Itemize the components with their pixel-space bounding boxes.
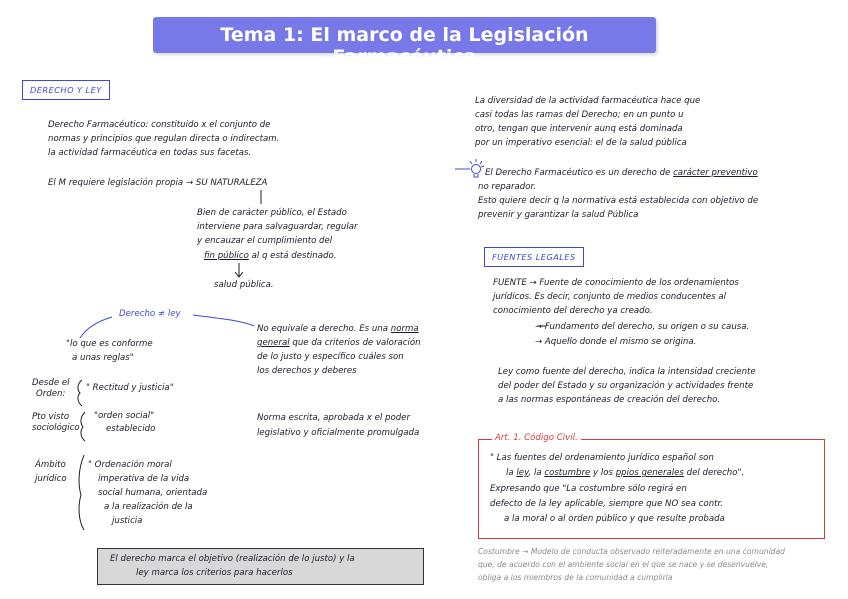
preventivo-line-4: prevenir y garantizar la salud Pública bbox=[478, 210, 639, 220]
preventivo-line-3: Esto quiere decir q la normativa está establecida con objetivo de bbox=[478, 196, 759, 206]
general-word: general bbox=[257, 338, 290, 348]
desde-orden-2: Orden: bbox=[36, 389, 66, 399]
blue-branch-right bbox=[193, 315, 254, 326]
norma-escrita-2: legislativo y oficialmente promulgada bbox=[257, 428, 420, 438]
req-line bbox=[48, 176, 267, 190]
ordenacion-3: social humana, orientada bbox=[98, 488, 208, 498]
art-line-2 bbox=[506, 466, 744, 480]
art-ppios: ppios generales bbox=[615, 468, 684, 478]
preventivo-pre: El Derecho Farmacéutico es un derecho de bbox=[485, 168, 671, 178]
art-line-5: a la moral o al orden público y que resulte probada bbox=[504, 514, 725, 524]
summary-line-1: El derecho marca el objetivo (realización de lo justo) y la bbox=[110, 554, 355, 564]
summary-line-2: ley marca los criterios para hacerlos bbox=[136, 568, 293, 578]
nat-line-4 bbox=[204, 249, 336, 263]
brace-desde bbox=[78, 380, 82, 406]
costumbre-line-1: Costumbre → Modelo de conducta observado reiteradamente en una comunidad bbox=[478, 547, 785, 556]
section-label-derecho-ley: DERECHO Y LEY bbox=[22, 80, 110, 100]
page-title: Tema 1: El marco de la Legislación Farmacéutica bbox=[220, 24, 589, 68]
orden-social-1: "orden social" bbox=[94, 411, 155, 421]
preventivo-line-2: no reparador. bbox=[478, 182, 536, 192]
costumbre-line-3: obliga a los miembros de la comunidad a cumplirla bbox=[478, 573, 673, 582]
norma-word: norma bbox=[390, 324, 419, 334]
art-costumbre: costumbre bbox=[544, 468, 591, 478]
fin-rest: al q está destinado. bbox=[251, 251, 337, 261]
ley-line-2: del poder del Estado y su organización y actividades frente bbox=[498, 381, 754, 391]
fuente-line-3: conocimiento del derecho ya creado. bbox=[493, 306, 653, 316]
intro-line-3: otro, tengan que intervenir aunq está dominada bbox=[475, 124, 683, 134]
nat-line-2: interviene para salvaguardar, regular bbox=[197, 222, 358, 232]
conforme-line-1: "lo que es conforme bbox=[66, 339, 153, 349]
intro-line-4: por un imperativo esencial: el de la salud pública bbox=[475, 138, 687, 148]
norma-escrita-1: Norma escrita, aprobada x el poder bbox=[257, 413, 410, 423]
art-line-4: defecto de la ley aplicable, siempre que NO sea contr. bbox=[490, 499, 723, 509]
art-la: la bbox=[506, 468, 514, 478]
no-equivale-line-4: los derechos y deberes bbox=[257, 366, 357, 376]
art-coma: , la bbox=[528, 468, 542, 478]
ordenacion-4: a la realización de la bbox=[104, 502, 193, 512]
ambito-2: jurídico bbox=[35, 474, 67, 484]
req-text: El M requiere legislación propia bbox=[48, 178, 184, 188]
nat-line-1: Bien de carácter público, el Estado bbox=[197, 208, 347, 218]
rectitud: " Rectitud y justicia" bbox=[86, 383, 174, 393]
brace-pto bbox=[81, 412, 85, 441]
art-label: Art. 1. Código Civil. bbox=[492, 433, 581, 443]
art-line-1: " Las fuentes del ordenamiento jurídico español son bbox=[490, 453, 714, 463]
ordenacion-5: justicia bbox=[112, 516, 143, 526]
aquello: → Aquello donde el mismo se origina. bbox=[535, 337, 697, 347]
ley-line-1: Ley como fuente del derecho, indica la intensidad creciente bbox=[498, 367, 756, 377]
conforme-line-2: a unas reglas" bbox=[72, 353, 134, 363]
caracter-preventivo: carácter preventivo bbox=[673, 168, 758, 178]
derecho-distinto-ley: Derecho ≠ ley bbox=[119, 309, 181, 319]
ley-line-3: a las normas espontáneas de creación del derecho. bbox=[498, 395, 721, 405]
fuente-line-1: FUENTE → Fuente de conocimiento de los ordenamientos bbox=[493, 278, 739, 288]
fin-publico: fin público bbox=[204, 251, 249, 261]
def-line-3: la actividad farmacéutica en todas sus facetas. bbox=[48, 148, 252, 158]
intro-line-2: casi todas las ramas del Derecho; en un punto u bbox=[475, 110, 684, 120]
no-equivale-pre: No equivale a derecho. Es una bbox=[257, 324, 389, 334]
ambito-1: Ámbito bbox=[35, 460, 66, 470]
brace-ambito bbox=[79, 455, 84, 530]
section-label-fuentes: FUENTES LEGALES bbox=[484, 247, 584, 267]
preventivo-line-1 bbox=[485, 166, 758, 180]
pto-visto-1: Pto visto bbox=[32, 412, 70, 422]
req-target: SU NATURALEZA bbox=[195, 178, 268, 188]
desde-orden-1: Desde el bbox=[32, 378, 70, 388]
costumbre-line-2: que, de acuerdo con el ambiente social en el que se nace y se desenvuelve, bbox=[478, 560, 769, 569]
nat-line-3: y encauzar el cumplimiento del bbox=[197, 236, 333, 246]
pto-visto-2: sociológico bbox=[32, 423, 80, 433]
art-y-los: y los bbox=[593, 468, 613, 478]
intro-line-1: La diversidad de la actividad farmacéutica hace que bbox=[475, 96, 701, 106]
art-del: del derecho". bbox=[686, 468, 745, 478]
arrow-down-2 bbox=[235, 263, 243, 277]
def-line-1: Derecho Farmacéutico: constituido x el conjunto de bbox=[48, 120, 271, 130]
ordenacion-1: " Ordenación moral bbox=[88, 460, 172, 470]
blue-branch-left bbox=[80, 317, 112, 338]
salud-publica: salud pública. bbox=[214, 280, 274, 290]
summary-box bbox=[97, 548, 424, 585]
fuente-line-2: jurídicos. Es decir, conjunto de medios conducentes al bbox=[493, 292, 727, 302]
no-equivale-rest-1: que da criterios de valoración bbox=[292, 338, 421, 348]
ordenacion-2: imperativa de la vida bbox=[98, 474, 190, 484]
lightbulb-icon bbox=[455, 159, 484, 177]
orden-social-2: establecido bbox=[106, 424, 156, 434]
no-equivale-line-2 bbox=[257, 336, 421, 350]
art-line-3: Expresando que "La costumbre sólo regirá en bbox=[490, 484, 687, 494]
def-line-2: normas y principios que regulan directa o indirectam. bbox=[48, 134, 280, 144]
art-ley: ley bbox=[516, 468, 529, 478]
fundamento: → Fundamento del derecho, su origen o su causa. bbox=[535, 322, 750, 332]
no-equivale-line-1 bbox=[257, 322, 419, 336]
no-equivale-line-3: de lo justo y específico cuáles son bbox=[257, 352, 404, 362]
arrow-right-icon: → bbox=[185, 178, 194, 188]
